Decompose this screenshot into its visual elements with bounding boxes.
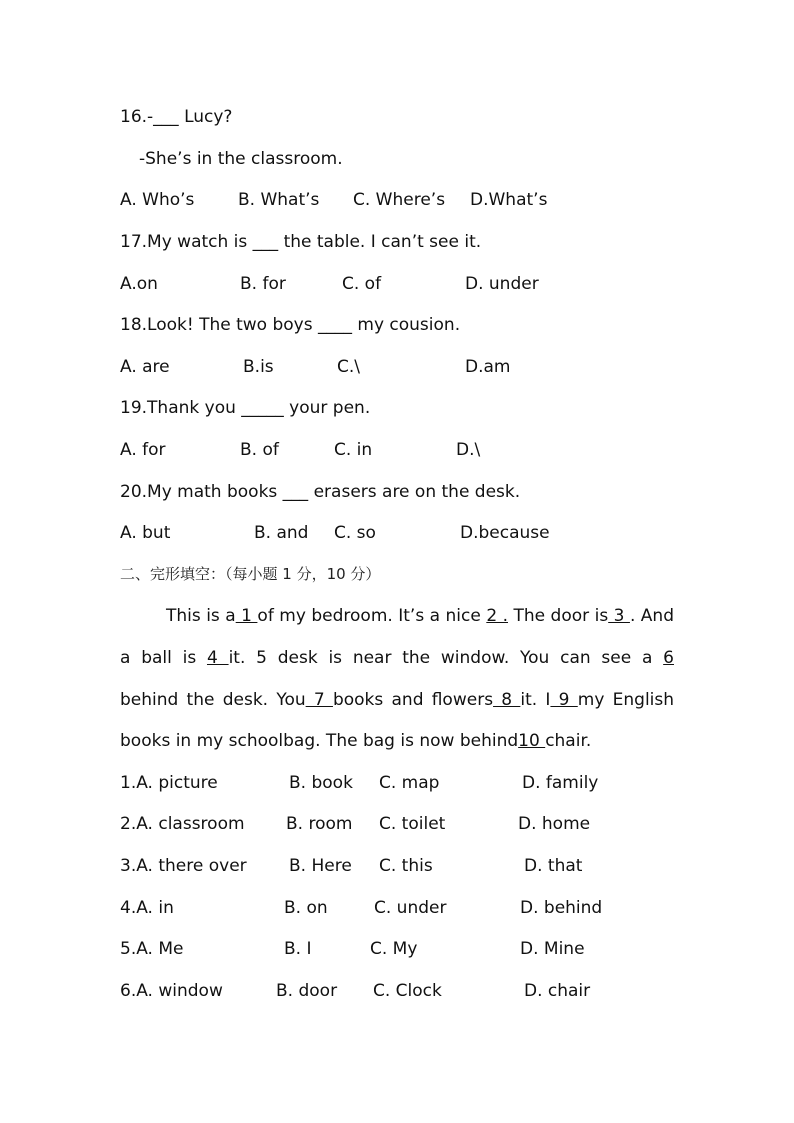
cloze-passage-line-1: This is a 1 of my bedroom. It’s a nice 2 . The door is 3 . And — [166, 606, 675, 626]
cloze-6-option-d: D. chair — [524, 981, 591, 1001]
q17-option-d: D. under — [465, 274, 539, 294]
question-20-stem: 20.My math books ___ erasers are on the desk. — [120, 482, 521, 502]
q18-option-d: D.am — [465, 357, 511, 377]
blank-7: 7 — [305, 690, 333, 710]
q17-option-b: B. for — [240, 274, 286, 294]
blank-2: 2 . — [486, 606, 508, 626]
cloze-passage-line-2: a ball is 4 it. 5 desk is near the window. You can see a 6 — [120, 648, 674, 668]
section-2-title: 二、完形填空：（每小题 1 分，10 分） — [120, 565, 381, 583]
cloze-3-option-a: 3.A. there over — [120, 856, 247, 876]
q17-option-a: A.on — [120, 274, 158, 294]
q18-option-a: A. are — [120, 357, 170, 377]
question-18-stem: 18.Look! The two boys ____ my cousion. — [120, 315, 461, 335]
cloze-1-option-c: C. map — [379, 773, 440, 793]
cloze-2-option-a: 2.A. classroom — [120, 814, 245, 834]
cloze-1-option-a: 1.A. picture — [120, 773, 218, 793]
q18-option-b: B.is — [243, 357, 274, 377]
q18-option-c: C.\ — [337, 357, 361, 377]
cloze-passage-line-4: books in my schoolbag. The bag is now behind10 chair. — [120, 731, 592, 751]
cloze-4-option-c: C. under — [374, 898, 447, 918]
cloze-5-option-d: D. Mine — [520, 939, 585, 959]
blank-9: 9 — [550, 690, 578, 710]
blank-4: 4 — [206, 648, 229, 668]
q16-option-a: A. Who’s — [120, 190, 195, 210]
cloze-5-option-b: B. I — [284, 939, 312, 959]
q19-option-a: A. for — [120, 440, 166, 460]
q16-option-b: B. What’s — [238, 190, 320, 210]
cloze-4-option-a: 4.A. in — [120, 898, 174, 918]
q16-option-c: C. Where’s — [353, 190, 446, 210]
q19-option-d: D.\ — [456, 440, 481, 460]
q20-option-a: A. but — [120, 523, 171, 543]
cloze-passage-line-3: behind the desk. You 7 books and flowers 8 it. I 9 my English — [120, 690, 675, 710]
q17-option-c: C. of — [342, 274, 382, 294]
question-16-stem: 16.-___ Lucy? — [120, 107, 233, 127]
cloze-6-option-c: C. Clock — [373, 981, 442, 1001]
question-17-stem: 17.My watch is ___ the table. I can’t see it. — [120, 232, 482, 252]
cloze-5-option-c: C. My — [370, 939, 418, 959]
blank-10: 10 — [518, 731, 546, 751]
q20-option-d: D.because — [460, 523, 550, 543]
q19-option-c: C. in — [334, 440, 373, 460]
q16-option-d: D.What’s — [470, 190, 548, 210]
cloze-6-option-a: 6.A. window — [120, 981, 223, 1001]
cloze-2-option-b: B. room — [286, 814, 353, 834]
cloze-4-option-b: B. on — [284, 898, 328, 918]
blank-6: 6 — [663, 648, 674, 668]
cloze-2-option-c: C. toilet — [379, 814, 446, 834]
cloze-3-option-c: C. this — [379, 856, 433, 876]
blank-3: 3 — [608, 606, 630, 626]
cloze-5-option-a: 5.A. Me — [120, 939, 184, 959]
question-19-stem: 19.Thank you _____ your pen. — [120, 398, 371, 418]
cloze-1-option-b: B. book — [289, 773, 353, 793]
q20-option-b: B. and — [254, 523, 309, 543]
blank-1: 1 — [235, 606, 258, 626]
cloze-3-option-b: B. Here — [289, 856, 352, 876]
question-16-answer-line: -She’s in the classroom. — [139, 149, 343, 169]
cloze-1-option-d: D. family — [522, 773, 599, 793]
q19-option-b: B. of — [240, 440, 279, 460]
cloze-2-option-d: D. home — [518, 814, 591, 834]
q20-option-c: C. so — [334, 523, 376, 543]
blank-8: 8 — [493, 690, 521, 710]
cloze-6-option-b: B. door — [276, 981, 338, 1001]
cloze-4-option-d: D. behind — [520, 898, 603, 918]
cloze-3-option-d: D. that — [524, 856, 583, 876]
